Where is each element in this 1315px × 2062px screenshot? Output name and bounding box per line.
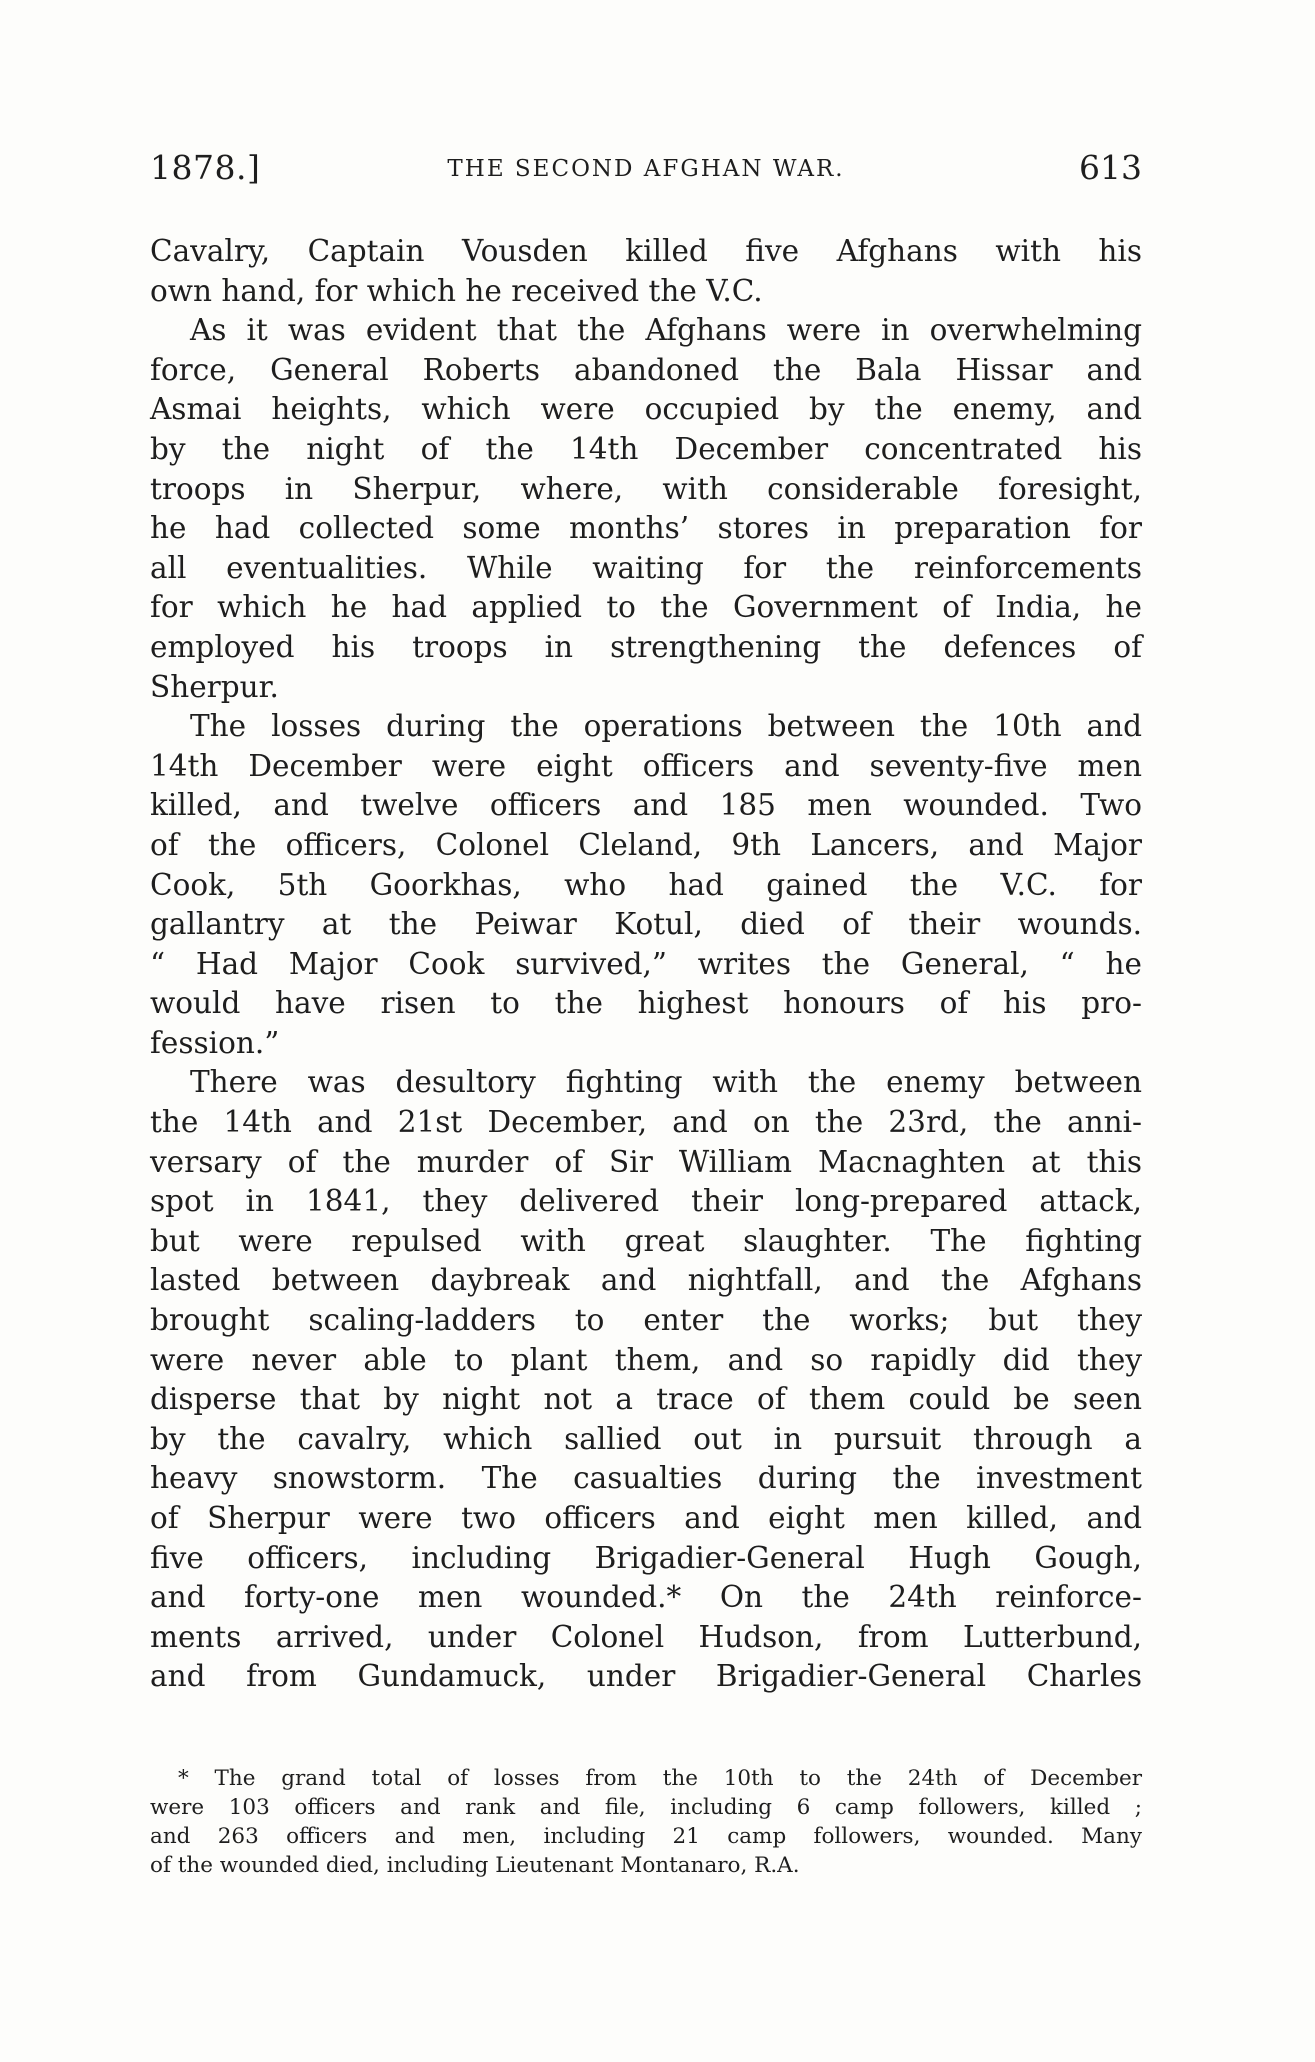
text-line: were never able to plant them, and so rapidly did they bbox=[150, 1342, 1142, 1377]
text-line: gallantry at the Peiwar Kotul, died of their wounds. bbox=[150, 907, 1142, 942]
footnote-line: * The grand total of losses from the 10th to the 24th of December bbox=[178, 1766, 1142, 1791]
text-line: Cavalry, Captain Vousden killed five Afghans with his bbox=[150, 234, 1142, 268]
text-line: of the officers, Colonel Cleland, 9th Lancers, and Major bbox=[150, 827, 1142, 862]
text-line: brought scaling-ladders to enter the works; but they bbox=[150, 1303, 1142, 1338]
text-line: As it was evident that the Afghans were in overwhelming bbox=[190, 313, 1142, 348]
text-line: by the night of the 14th December concentrated his bbox=[150, 431, 1142, 466]
text-line: killed, and twelve officers and 185 men wounded. Two bbox=[150, 788, 1142, 823]
text-line: all eventualities. While waiting for the reinforcements bbox=[150, 550, 1142, 585]
body-text bbox=[150, 232, 1142, 1697]
footnote bbox=[150, 1764, 1142, 1880]
text-line: “ Had Major Cook survived,” writes the General, “ he bbox=[150, 946, 1142, 981]
text-line: force, General Roberts abandoned the Bala Hissar and bbox=[150, 352, 1142, 387]
text-line: 14th December were eight officers and seventy-five men bbox=[150, 748, 1142, 783]
text-line: own hand, for which he received the V.C. bbox=[150, 273, 763, 308]
text-line: employed his troops in strengthening the defences of bbox=[150, 629, 1142, 664]
text-line: five officers, including Brigadier-General Hugh Gough, bbox=[150, 1540, 1142, 1575]
text-line: of Sherpur were two officers and eight men killed, and bbox=[150, 1501, 1142, 1535]
text-line: There was desultory fighting with the enemy between bbox=[190, 1065, 1142, 1100]
text-line: spot in 1841, they delivered their long-prepared attack, bbox=[150, 1184, 1142, 1219]
running-header bbox=[150, 148, 1142, 198]
page-number: 613 bbox=[1079, 148, 1142, 187]
header-title: THE SECOND AFGHAN WAR. bbox=[447, 156, 845, 182]
text-line: The losses during the operations between the 10th and bbox=[190, 709, 1142, 744]
text-line: disperse that by night not a trace of them could be seen bbox=[150, 1382, 1142, 1417]
text-line: Cook, 5th Goorkhas, who had gained the V.C. for bbox=[150, 867, 1142, 902]
text-line: by the cavalry, which sallied out in pursuit through a bbox=[150, 1421, 1142, 1456]
footnote-line: were 103 officers and rank and file, including 6 camp followers, killed ; bbox=[150, 1795, 1142, 1820]
text-line: for which he had applied to the Government of India, he bbox=[150, 590, 1142, 625]
text-line: Asmai heights, which were occupied by the enemy, and bbox=[150, 392, 1142, 427]
text-line: troops in Sherpur, where, with considerable foresight, bbox=[150, 471, 1142, 506]
text-line: Sherpur. bbox=[150, 669, 279, 704]
footnote-line: of the wounded died, including Lieutenant Montanaro, R.A. bbox=[150, 1853, 800, 1878]
text-line: heavy snowstorm. The casualties during the investment bbox=[150, 1461, 1142, 1496]
text-line: and forty-one men wounded.* On the 24th reinforce- bbox=[150, 1580, 1142, 1615]
text-line: versary of the murder of Sir William Macnaghten at this bbox=[150, 1144, 1142, 1179]
footnote-line: and 263 officers and men, including 21 camp followers, wounded. Many bbox=[150, 1824, 1142, 1849]
text-line: lasted between daybreak and nightfall, and the Afghans bbox=[150, 1263, 1142, 1298]
text-line: ments arrived, under Colonel Hudson, from Lutterbund, bbox=[150, 1619, 1142, 1654]
text-line: and from Gundamuck, under Brigadier-General Charles bbox=[150, 1659, 1142, 1694]
text-line: would have risen to the highest honours of his pro- bbox=[150, 986, 1142, 1021]
text-line: but were repulsed with great slaughter. The fighting bbox=[150, 1223, 1142, 1258]
header-year: 1878.] bbox=[150, 148, 261, 187]
text-line: he had collected some months’ stores in preparation for bbox=[150, 511, 1142, 546]
text-line: fession.” bbox=[150, 1025, 280, 1060]
text-line: the 14th and 21st December, and on the 23rd, the anni- bbox=[150, 1105, 1142, 1140]
